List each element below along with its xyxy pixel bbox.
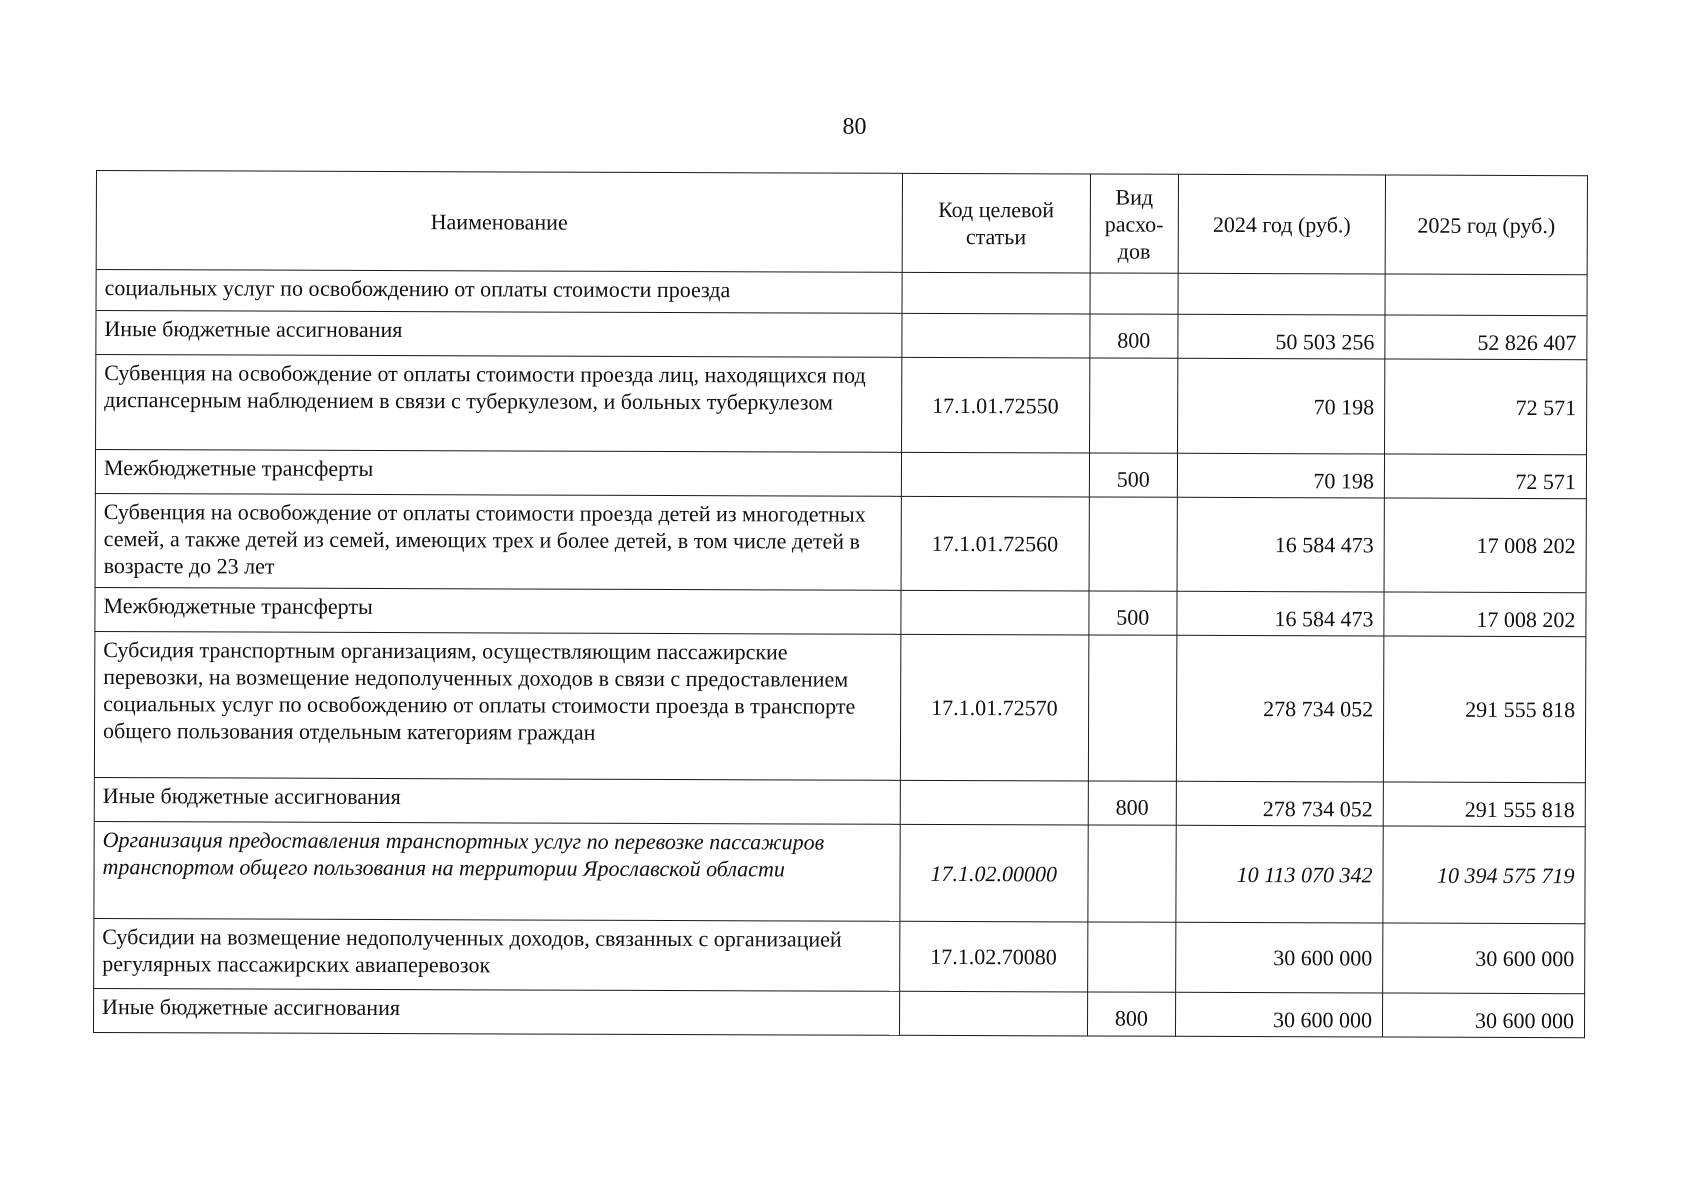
row-kind xyxy=(1090,273,1179,314)
row-code xyxy=(899,991,1087,1036)
row-amount-2025: 30 600 000 xyxy=(1383,993,1585,1038)
row-amount-2024: 16 584 473 xyxy=(1177,497,1384,592)
row-name: Субсидия транспортным организациям, осуществляющим пассажирские перевозки, на возмещение недополученных доходов в связи с предоставлением социальных услуг по освобождению от оплаты стоимости проезда в транспорте общего пользования отдельным категориям граждан xyxy=(94,631,900,780)
row-amount-2024: 278 734 052 xyxy=(1176,635,1383,782)
row-name: Межбюджетные трансферты xyxy=(95,450,901,497)
row-kind xyxy=(1088,635,1177,781)
table-row xyxy=(96,270,1587,316)
row-amount-2025: 30 600 000 xyxy=(1383,923,1585,994)
header-name: Наименование xyxy=(96,171,902,273)
row-name: Иные бюджетные ассигнования xyxy=(96,311,902,358)
row-amount-2024 xyxy=(1178,273,1385,315)
row-amount-2024: 50 503 256 xyxy=(1178,314,1385,359)
header-year-2025: 2025 год (руб.) xyxy=(1385,175,1587,275)
row-code xyxy=(901,590,1089,635)
table-row xyxy=(96,311,1587,360)
row-code xyxy=(901,452,1089,497)
header-code: Код целевой статьи xyxy=(902,173,1090,273)
table-row xyxy=(95,450,1586,499)
row-kind: 800 xyxy=(1090,314,1179,358)
row-kind: 800 xyxy=(1088,781,1177,825)
row-amount-2025: 17 008 202 xyxy=(1384,498,1586,593)
row-amount-2024: 70 198 xyxy=(1178,358,1385,454)
row-code xyxy=(902,313,1090,358)
budget-table-container xyxy=(93,170,1588,1038)
row-code: 17.1.01.72560 xyxy=(901,496,1089,591)
row-amount-2024: 10 113 070 342 xyxy=(1176,825,1383,923)
table-row xyxy=(94,631,1586,782)
row-amount-2025: 72 571 xyxy=(1385,359,1587,455)
table-row xyxy=(96,355,1587,455)
row-amount-2024: 16 584 473 xyxy=(1177,591,1384,636)
row-amount-2025: 10 394 575 719 xyxy=(1383,826,1585,924)
header-kind: Вид расхо-дов xyxy=(1090,174,1179,273)
row-code: 17.1.02.70080 xyxy=(899,921,1087,992)
table-row xyxy=(95,587,1586,636)
row-code xyxy=(900,780,1088,825)
row-code: 17.1.01.72570 xyxy=(900,634,1088,781)
row-kind xyxy=(1087,922,1176,992)
row-name: Субвенция на освобождение от оплаты стоимости проезда детей из многодетных семей, а также детей из семей, имеющих трех и более детей, в том числе детей в возрасте до 23 лет xyxy=(95,493,901,590)
row-kind: 800 xyxy=(1087,992,1176,1036)
row-amount-2025: 17 008 202 xyxy=(1384,592,1586,637)
row-code: 17.1.01.72550 xyxy=(901,357,1089,453)
row-amount-2025: 291 555 818 xyxy=(1383,782,1585,827)
row-kind xyxy=(1089,497,1178,591)
row-amount-2025: 72 571 xyxy=(1384,454,1586,499)
row-amount-2025 xyxy=(1385,274,1587,316)
row-name: Организация предоставления транспортных услуг по перевозке пассажиров транспортом общего пользования на территории Ярославской области xyxy=(94,821,900,921)
row-name: Субвенция на освобождение от оплаты стоимости проезда лиц, находящихся под диспансерным наблюдением в связи с туберкулезом, и больных туберкулезом xyxy=(96,355,902,453)
budget-table xyxy=(93,170,1588,1038)
table-row xyxy=(94,777,1585,826)
row-code xyxy=(902,272,1090,314)
row-name: Иные бюджетные ассигнования xyxy=(94,777,900,824)
table-row xyxy=(94,918,1585,993)
header-year-2024: 2024 год (руб.) xyxy=(1178,174,1385,274)
table-header-row xyxy=(96,171,1587,275)
row-amount-2025: 291 555 818 xyxy=(1383,636,1585,783)
row-name: социальных услуг по освобождению от оплаты стоимости проезда xyxy=(96,270,902,314)
row-kind xyxy=(1088,825,1177,922)
row-kind: 500 xyxy=(1089,453,1178,497)
table-row xyxy=(94,821,1585,923)
row-amount-2025: 52 826 407 xyxy=(1385,315,1587,360)
row-name: Межбюджетные трансферты xyxy=(95,587,901,634)
row-amount-2024: 30 600 000 xyxy=(1176,992,1383,1037)
page-number: 80 xyxy=(842,114,867,140)
row-amount-2024: 278 734 052 xyxy=(1176,781,1383,826)
row-kind xyxy=(1089,358,1178,453)
row-name: Иные бюджетные ассигнования xyxy=(93,988,899,1035)
row-amount-2024: 30 600 000 xyxy=(1176,922,1383,993)
row-amount-2024: 70 198 xyxy=(1177,453,1384,498)
row-kind: 500 xyxy=(1089,591,1178,635)
row-name: Субсидии на возмещение недополученных доходов, связанных с организацией регулярных пассажирских авиаперевозок xyxy=(94,918,900,991)
table-row xyxy=(93,988,1584,1037)
table-row xyxy=(95,493,1586,592)
row-code: 17.1.02.00000 xyxy=(900,824,1088,922)
